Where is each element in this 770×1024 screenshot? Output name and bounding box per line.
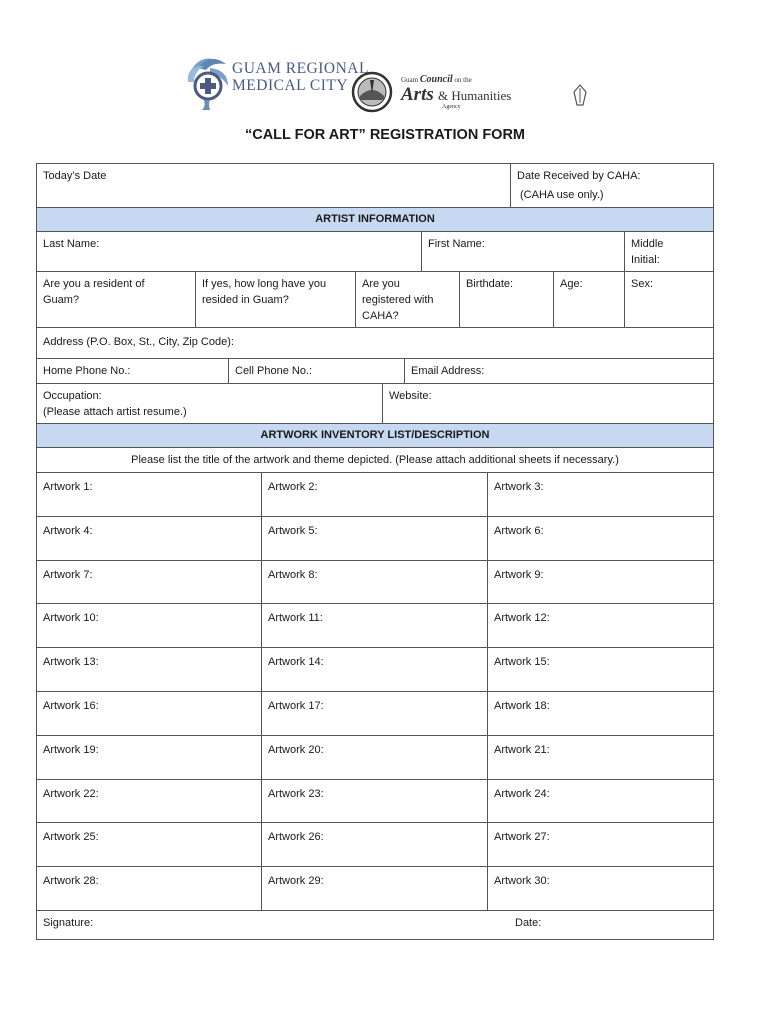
artwork-label: Artwork 30: — [494, 875, 550, 888]
caha-agency: Agency — [442, 104, 461, 110]
address-label: Address (P.O. Box, St., City, Zip Code): — [43, 336, 234, 348]
artwork-label: Artwork 11: — [268, 612, 323, 625]
artwork-field[interactable] — [488, 736, 713, 780]
caha-line1-b: Council — [419, 74, 453, 85]
artwork-field[interactable] — [262, 692, 488, 736]
resident-label-1: Are you a resident of — [43, 278, 145, 290]
artwork-label: Artwork 14: — [268, 656, 324, 669]
middle-initial-label-1: Middle — [631, 238, 664, 250]
artwork-field[interactable] — [262, 736, 488, 780]
artwork-label: Artwork 7: — [43, 568, 93, 581]
caha-arts: Arts — [401, 84, 434, 105]
artwork-label: Artwork 1: — [43, 481, 93, 493]
caha-logo — [350, 70, 590, 114]
artwork-field[interactable] — [37, 736, 262, 780]
todays-date-field[interactable] — [37, 164, 511, 208]
artwork-label: Artwork 6: — [494, 524, 544, 537]
age-label: Age: — [560, 278, 583, 290]
artwork-label: Artwork 10: — [43, 612, 99, 625]
artwork-label: Artwork 24: — [494, 787, 550, 800]
artwork-label: Artwork 4: — [43, 524, 93, 537]
how-long-label-2: resided in Guam? — [202, 294, 289, 306]
artwork-label: Artwork 21: — [494, 743, 550, 756]
header-logos — [180, 52, 600, 116]
ornament-icon — [572, 84, 588, 106]
artwork-field[interactable] — [37, 780, 262, 824]
home-phone-label: Home Phone No.: — [43, 365, 131, 377]
cell-phone-label: Cell Phone No.: — [235, 365, 313, 377]
birthdate-label: Birthdate: — [466, 278, 514, 290]
registered-label-3: CAHA? — [362, 310, 399, 322]
artwork-field[interactable] — [488, 561, 713, 605]
email-field[interactable] — [405, 359, 713, 384]
palm-tree-icon — [180, 52, 232, 110]
signature-date-label: Date: — [515, 917, 542, 929]
artwork-field[interactable] — [37, 692, 262, 736]
how-long-label-1: If yes, how long have you — [202, 278, 327, 290]
artwork-field[interactable] — [262, 648, 488, 692]
artwork-label: Artwork 16: — [43, 700, 99, 712]
address-field[interactable] — [37, 328, 713, 359]
middle-initial-label-2: Initial: — [631, 254, 660, 266]
artwork-label: Artwork 23: — [268, 787, 324, 800]
artwork-field[interactable] — [37, 823, 262, 867]
artwork-label: Artwork 25: — [43, 831, 99, 844]
resident-label-2: Guam? — [43, 294, 80, 306]
artwork-label: Artwork 17: — [268, 700, 324, 712]
age-field[interactable] — [554, 272, 625, 328]
artwork-field[interactable] — [262, 517, 488, 561]
last-name-label: Last Name: — [43, 238, 100, 250]
sex-field[interactable] — [625, 272, 713, 328]
artwork-label: Artwork 19: — [43, 743, 99, 756]
grmc-name-line1: GUAM REGIONAL — [232, 60, 369, 77]
artwork-field[interactable] — [262, 604, 488, 648]
birthdate-field[interactable] — [460, 272, 554, 328]
caha-humanities: & Humanities — [438, 88, 512, 103]
artwork-label: Artwork 9: — [494, 568, 544, 581]
artwork-label: Artwork 18: — [494, 700, 550, 712]
occupation-label-2: (Please attach artist resume.) — [43, 406, 187, 418]
artwork-field[interactable] — [262, 867, 488, 911]
artwork-field[interactable] — [488, 604, 713, 648]
artwork-field[interactable] — [488, 692, 713, 736]
website-label: Website: — [389, 390, 432, 402]
artwork-field[interactable] — [262, 780, 488, 824]
artwork-field[interactable] — [488, 823, 713, 867]
artwork-field[interactable] — [488, 780, 713, 824]
artwork-label: Artwork 22: — [43, 787, 99, 800]
signature-row[interactable] — [37, 911, 713, 939]
artwork-label: Artwork 5: — [268, 524, 318, 537]
artwork-field[interactable] — [37, 604, 262, 648]
artwork-field[interactable] — [262, 561, 488, 605]
artwork-field[interactable] — [488, 517, 713, 561]
cell-phone-field[interactable] — [229, 359, 405, 384]
artwork-label: Artwork 3: — [494, 481, 544, 493]
sex-label: Sex: — [631, 278, 654, 290]
artwork-label: Artwork 12: — [494, 612, 550, 625]
guam-seal-icon — [350, 70, 398, 114]
artwork-field[interactable] — [488, 473, 713, 517]
home-phone-field[interactable] — [37, 359, 229, 384]
date-received-label: Date Received by CAHA: — [517, 170, 641, 182]
page-title: “CALL FOR ART” REGISTRATION FORM — [244, 127, 526, 143]
date-received-field[interactable] — [511, 164, 713, 208]
residency-length-field[interactable] — [196, 272, 356, 328]
website-field[interactable] — [383, 384, 713, 424]
artwork-field[interactable] — [488, 867, 713, 911]
occupation-label-1: Occupation: — [43, 390, 102, 402]
artwork-field[interactable] — [37, 648, 262, 692]
caha-registered-field[interactable] — [356, 272, 460, 328]
todays-date-label: Today’s Date — [43, 170, 107, 182]
grmc-name-line2: MEDICAL CITY — [232, 77, 349, 94]
last-name-field[interactable] — [37, 232, 422, 272]
artwork-label: Artwork 20: — [268, 743, 324, 756]
caha-use-note: (CAHA use only.) — [520, 189, 604, 201]
occupation-field[interactable] — [37, 384, 383, 424]
artwork-label: Artwork 2: — [268, 481, 318, 493]
artwork-label: Artwork 29: — [268, 875, 324, 888]
artwork-field[interactable] — [37, 867, 262, 911]
registered-label-1: Are you — [362, 278, 400, 290]
artwork-field[interactable] — [37, 561, 262, 605]
registered-label-2: registered with — [362, 294, 434, 306]
grmc-logo — [180, 52, 369, 110]
first-name-field[interactable] — [422, 232, 625, 272]
caha-line1-a: Guam — [401, 76, 419, 84]
artwork-label: Artwork 27: — [494, 831, 550, 844]
first-name-label: First Name: — [428, 238, 485, 250]
registration-form — [36, 163, 714, 940]
middle-initial-field[interactable] — [625, 232, 713, 272]
artwork-label: Artwork 28: — [43, 875, 99, 888]
artwork-field[interactable] — [488, 648, 713, 692]
artwork-field[interactable] — [262, 823, 488, 867]
artwork-label: Artwork 26: — [268, 831, 324, 844]
caha-line1-c: on the — [454, 76, 472, 84]
signature-label: Signature: — [43, 917, 94, 929]
artwork-inventory-heading: ARTWORK INVENTORY LIST/DESCRIPTION — [37, 424, 713, 448]
artwork-instruction: Please list the title of the artwork and theme depicted. (Please attach additional sheets if necessary.) — [37, 448, 713, 473]
artwork-field[interactable] — [37, 473, 262, 517]
artwork-field[interactable] — [37, 517, 262, 561]
email-label: Email Address: — [411, 365, 485, 377]
resident-field[interactable] — [37, 272, 196, 328]
artist-information-heading: ARTIST INFORMATION — [37, 208, 713, 232]
artwork-label: Artwork 8: — [268, 568, 318, 581]
artwork-field[interactable] — [262, 473, 488, 517]
artwork-label: Artwork 15: — [494, 656, 550, 669]
artwork-label: Artwork 13: — [43, 656, 99, 669]
